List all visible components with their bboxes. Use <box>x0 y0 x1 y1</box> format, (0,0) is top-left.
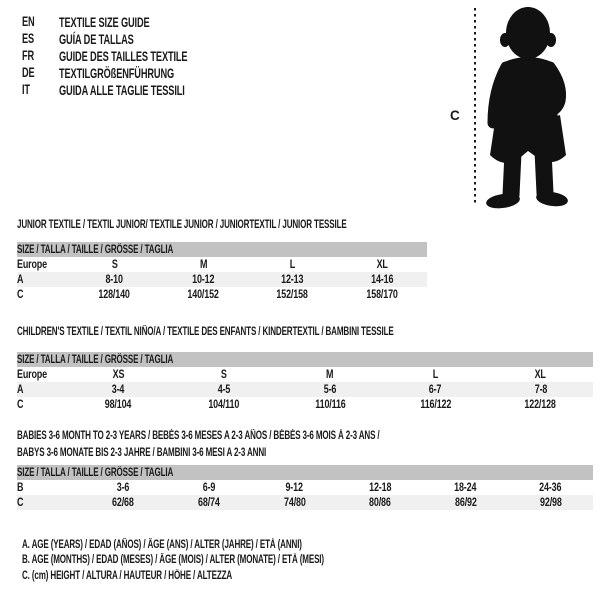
table-cell: XS <box>112 368 124 381</box>
table-cell: M <box>199 258 208 271</box>
language-title-block <box>22 13 254 99</box>
lang-title: GUIDE DES TAILLES TEXTILE <box>59 47 188 64</box>
lang-title: GUIDA ALLE TAGLIE TESSILI <box>59 82 185 99</box>
lang-line-de <box>22 65 254 82</box>
lang-line-fr <box>22 47 254 64</box>
lang-title: TEXTILGRÖßENFÜHRUNG <box>59 65 175 82</box>
table-row <box>17 367 593 382</box>
legend-line-a: A. AGE (YEARS) / EDAD (AÑOS) / ÂGE (ANS) / ALTER (JAHRE) / ETÀ (ANNI) <box>22 539 302 551</box>
table-cell: 10-12 <box>159 272 248 287</box>
table-cell: L <box>289 258 296 271</box>
table-row <box>17 382 593 397</box>
lang-title: GUÍA DE TALLAS <box>59 30 134 47</box>
table-cell: 62/68 <box>80 495 166 510</box>
lang-code: DE <box>22 64 35 81</box>
lang-code: EN <box>22 12 35 29</box>
table-cell: 122/128 <box>524 398 557 411</box>
table-cell: 3-6 <box>116 481 130 494</box>
row-label: Europe <box>17 258 47 271</box>
table-cell: 6-9 <box>202 481 216 494</box>
row-label: C <box>17 495 80 510</box>
table-row <box>17 397 593 412</box>
table-cell: 6-7 <box>383 382 488 397</box>
size-header-row <box>17 242 427 257</box>
table-row <box>17 480 593 495</box>
table-cell: 5-6 <box>277 382 383 397</box>
table-cell: 152/158 <box>276 288 309 301</box>
children-section-title: CHILDREN'S TEXTILE / TEXTIL NIÑO/A / TEXTILE DES ENFANTS / KINDERTEXTIL / BAMBINI TESSILE <box>17 326 394 338</box>
row-label: C <box>17 398 24 411</box>
table-cell: 128/140 <box>98 288 131 301</box>
lang-line-it <box>22 82 254 99</box>
row-label: B <box>17 481 24 494</box>
table-cell: 9-12 <box>285 481 304 494</box>
toddler-figure <box>430 0 600 215</box>
row-label: A <box>17 272 70 287</box>
legend-line-b: B. AGE (MONTHS) / EDAD (MESES) / ÂGE (MOIS) / ALTER (MONATE) / ETÀ (MESI) <box>22 554 324 567</box>
measurement-legend <box>22 535 453 581</box>
table-cell: 18-24 <box>454 481 477 494</box>
table-cell: 14-16 <box>337 272 427 287</box>
table-cell: 116/122 <box>420 398 451 411</box>
table-cell: 110/116 <box>314 398 346 411</box>
table-cell: 98/104 <box>104 398 132 411</box>
baby-shape <box>485 7 569 210</box>
table-cell: XL <box>534 368 547 381</box>
table-cell: 158/170 <box>366 288 398 301</box>
size-header-cell: SIZE / TALLA / TAILLE / GRÖSSE / TAGLIA <box>17 352 593 367</box>
table-cell: 3-4 <box>65 382 171 397</box>
table-cell: 80/86 <box>337 495 423 510</box>
lang-code: IT <box>22 81 30 98</box>
table-row <box>17 287 427 302</box>
row-label: A <box>17 382 65 397</box>
height-label: C <box>450 108 460 123</box>
row-label: Europe <box>17 368 47 381</box>
lang-line-es <box>22 30 254 47</box>
size-header-row <box>17 465 593 480</box>
babies-section-title: BABIES 3-6 MONTH TO 2-3 YEARS / BEBÉS 3-6 MESES A 2-3 AÑOS / BÉBÉS 3-6 MOIS À 2-3 ANS / BABYS 3-6 MONATE BIS 2-3 JAHRE / BAMBINI 3-6 MESI A 2-3 ANNI <box>17 430 380 459</box>
table-row <box>17 495 593 510</box>
size-header-cell: SIZE / TALLA / TAILLE / GRÖSSE / TAGLIA <box>17 465 593 480</box>
lang-code: FR <box>22 46 35 63</box>
row-label: C <box>17 288 24 301</box>
toddler-silhouette-icon <box>430 0 600 215</box>
size-header-row <box>17 352 593 367</box>
children-size-table <box>17 352 593 412</box>
table-cell: 7-8 <box>488 382 593 397</box>
table-cell: 24-36 <box>539 481 562 494</box>
table-row <box>17 257 427 272</box>
table-cell: 74/80 <box>252 495 337 510</box>
size-header-cell: SIZE / TALLA / TAILLE / GRÖSSE / TAGLIA <box>17 242 427 257</box>
babies-size-table <box>17 465 593 510</box>
table-cell: 68/74 <box>166 495 252 510</box>
table-cell: 12-18 <box>368 481 392 494</box>
table-cell: 4-5 <box>171 382 277 397</box>
table-cell: M <box>326 368 334 381</box>
table-cell: 104/110 <box>208 398 240 411</box>
table-cell: S <box>221 368 227 381</box>
table-cell: 12-13 <box>248 272 337 287</box>
table-cell: S <box>111 258 118 271</box>
table-cell: 140/152 <box>187 288 220 301</box>
lang-title: TEXTILE SIZE GUIDE <box>59 13 150 30</box>
table-cell: 8-10 <box>70 272 159 287</box>
junior-section-title: JUNIOR TEXTILE / TEXTIL JUNIOR/ TEXTILE JUNIOR / JUNIORTEXTIL / JUNIOR TESSILE <box>17 219 347 231</box>
table-cell: XL <box>376 258 388 271</box>
table-cell: 92/98 <box>508 495 593 510</box>
lang-code: ES <box>22 29 35 46</box>
table-cell: 86/92 <box>423 495 508 510</box>
table-row <box>17 272 427 287</box>
legend-line-c: C. (cm) HEIGHT / ALTURA / HAUTEUR / HÖHE / ALTEZZA <box>22 569 233 582</box>
table-cell: L <box>432 368 439 381</box>
junior-size-table <box>17 242 427 302</box>
lang-line-en <box>22 13 254 30</box>
